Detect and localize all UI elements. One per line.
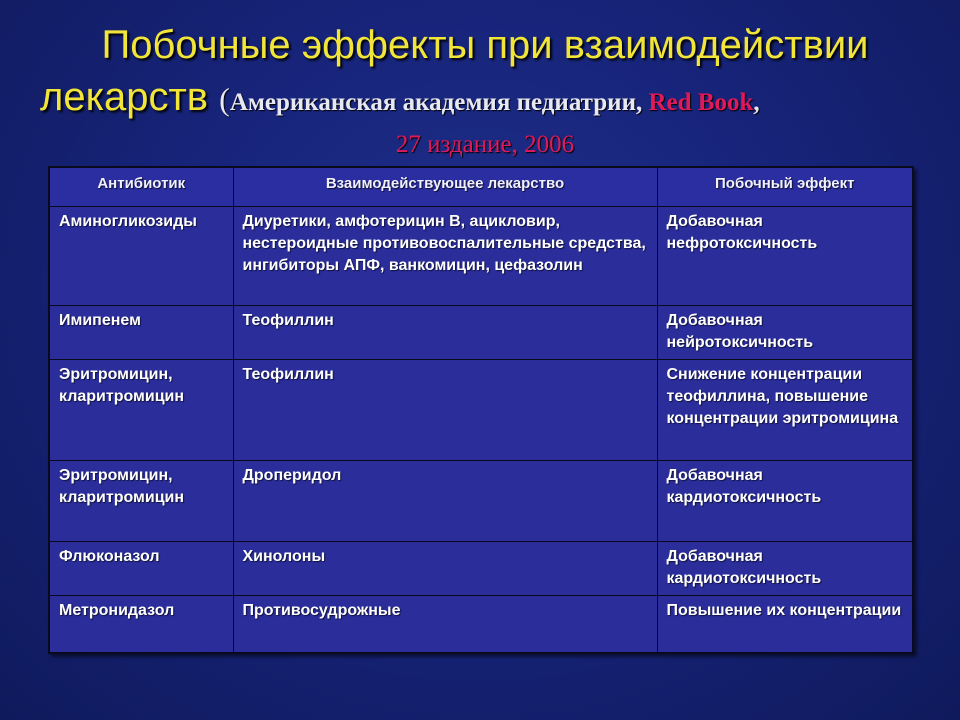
reference-open-paren: ( xyxy=(219,81,230,117)
header-interacting-drug: Взаимодействующее лекарство xyxy=(233,167,657,207)
cell-interacting-drug: Диуретики, амфотерицин В, ацикловир, нестероидные противовоспалительные средства, ингибиторы АПФ, ванкомицин, цефазолин xyxy=(233,207,657,306)
table-row xyxy=(49,306,913,360)
cell-interacting-drug: Противосудрожные xyxy=(233,596,657,654)
cell-antibiotic: Флюконазол xyxy=(49,542,233,596)
interactions-table xyxy=(48,166,914,654)
table-row xyxy=(49,461,913,542)
table-header-row xyxy=(49,167,913,207)
cell-antibiotic: Имипенем xyxy=(49,306,233,360)
table-row xyxy=(49,360,913,461)
reference xyxy=(219,81,760,117)
header-antibiotic: Антибиотик xyxy=(49,167,233,207)
table-row xyxy=(49,542,913,596)
reference-comma2: , xyxy=(753,89,760,116)
slide-title-block xyxy=(40,22,930,160)
cell-side-effect: Добавочная нейротоксичность xyxy=(657,306,913,360)
reference-org: Американская академия педиатрии xyxy=(229,89,636,116)
cell-antibiotic: Аминогликозиды xyxy=(49,207,233,306)
cell-interacting-drug: Дроперидол xyxy=(233,461,657,542)
cell-antibiotic: Метронидазол xyxy=(49,596,233,654)
table-container xyxy=(48,166,912,654)
reference-edition: 27 издание, 2006 xyxy=(395,131,575,158)
reference-book: Red Book xyxy=(648,89,754,116)
cell-side-effect: Повышение их концентрации xyxy=(657,596,913,654)
slide-title-line1: Побочные эффекты при взаимодействии xyxy=(101,23,869,67)
cell-antibiotic: Эритромицин, кларитромицин xyxy=(49,360,233,461)
cell-side-effect: Добавочная нефротоксичность xyxy=(657,207,913,306)
cell-side-effect: Добавочная кардиотоксичность xyxy=(657,461,913,542)
slide-title-word: лекарств xyxy=(40,75,209,119)
cell-side-effect: Снижение концентрации теофиллина, повышение концентрации эритромицина xyxy=(657,360,913,461)
header-side-effect: Побочный эффект xyxy=(657,167,913,207)
reference-comma: , xyxy=(635,89,649,116)
slide-title-line2 xyxy=(40,74,930,126)
cell-antibiotic: Эритромицин, кларитромицин xyxy=(49,461,233,542)
cell-interacting-drug: Теофиллин xyxy=(233,360,657,461)
cell-side-effect: Добавочная кардиотоксичность xyxy=(657,542,913,596)
cell-interacting-drug: Хинолоны xyxy=(233,542,657,596)
table-row xyxy=(49,596,913,654)
table-row xyxy=(49,207,913,306)
cell-interacting-drug: Теофиллин xyxy=(233,306,657,360)
